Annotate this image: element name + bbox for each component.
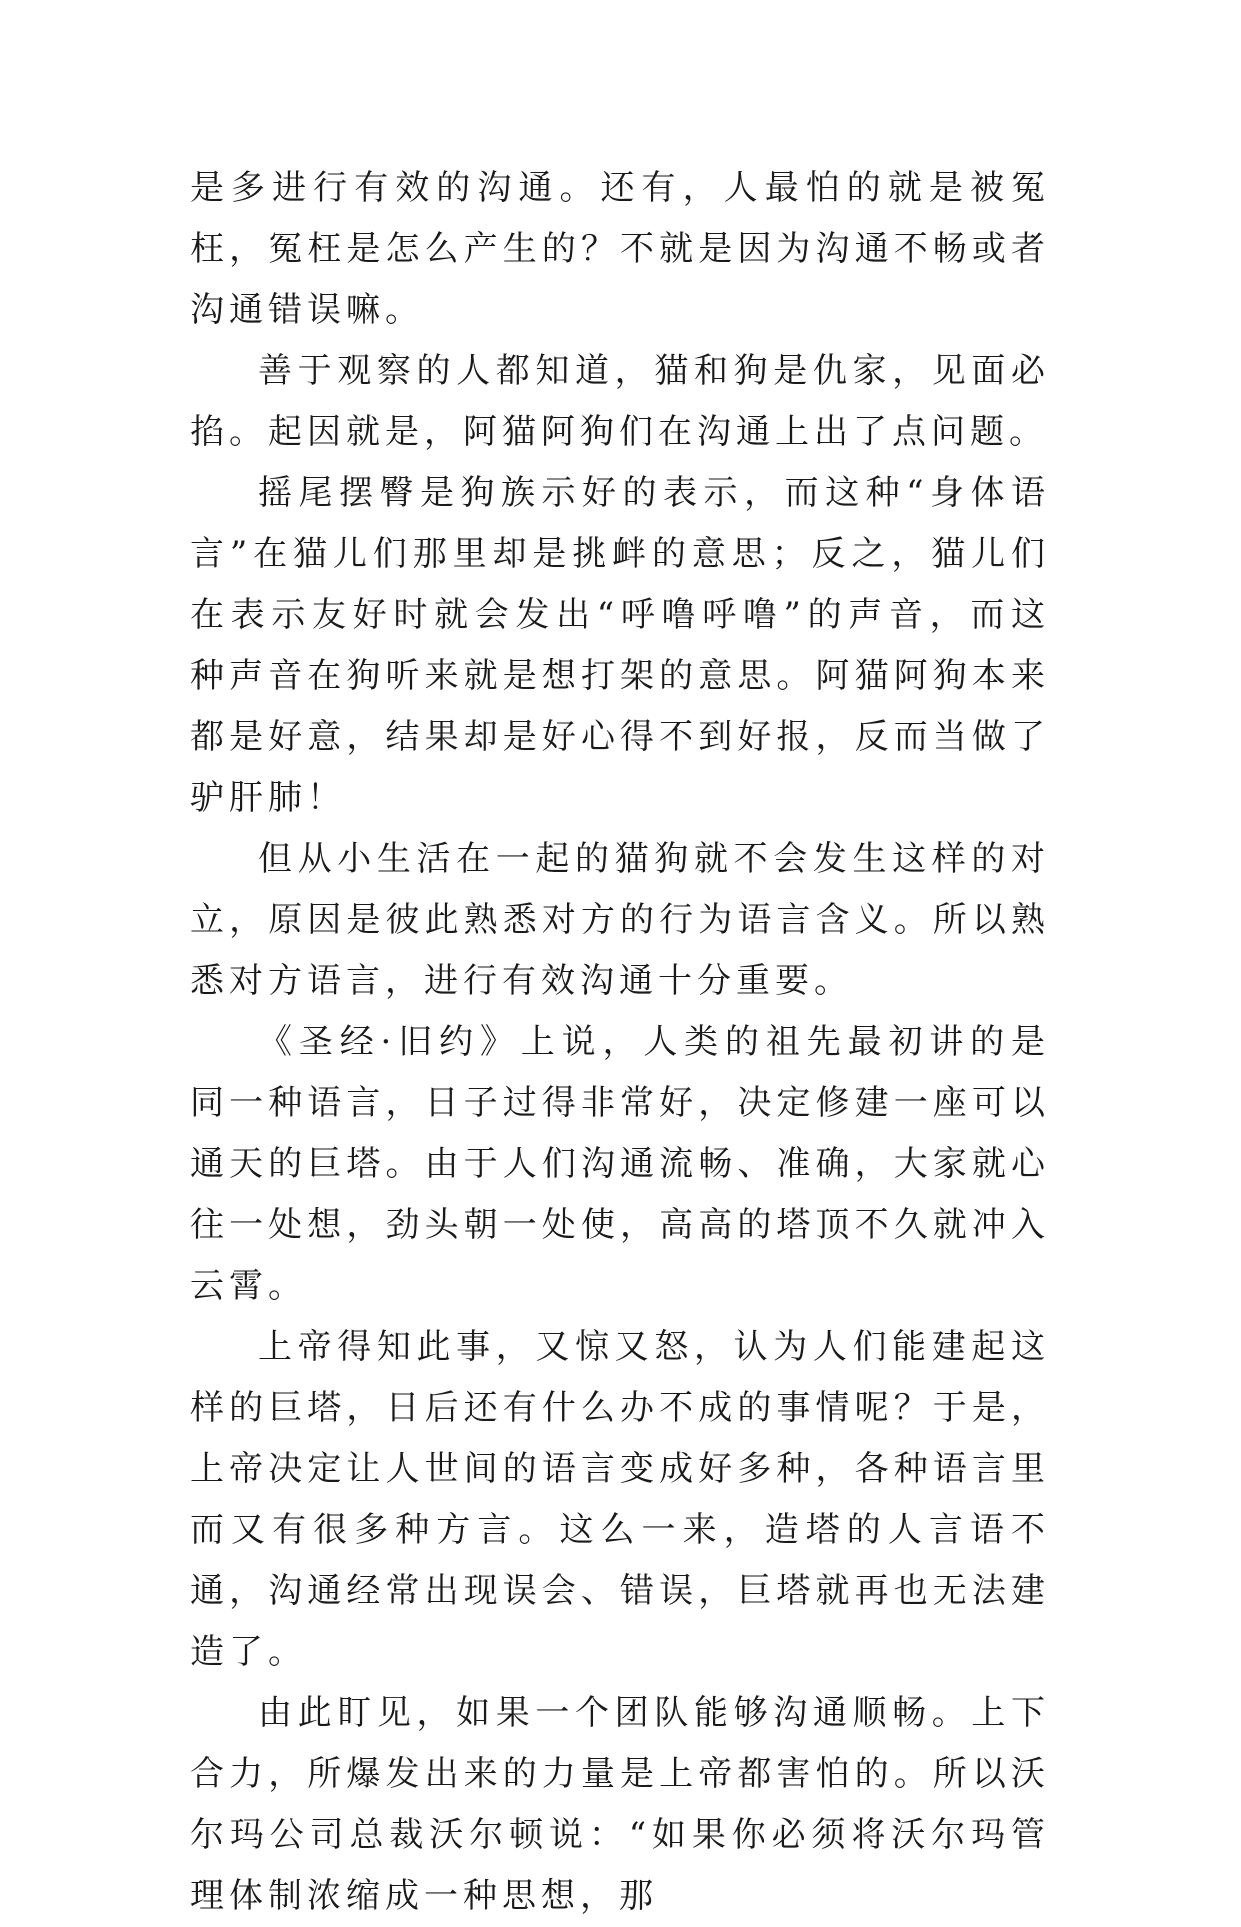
paragraph-5: 《圣经·旧约》上说，人类的祖先最初讲的是同一种语言，日子过得非常好，决定修建一座可以通天的巨塔。由于人们沟通流畅、准确，大家就心往一处想，劲头朝一处使，高高的塔顶不久就冲入云霄。	[190, 1022, 1050, 1306]
document-body	[190, 158, 1050, 1927]
paragraph-6: 上帝得知此事，又惊又怒，认为人们能建起这样的巨塔，日后还有什么办不成的事情呢？于是，上帝决定让人世间的语言变成好多种，各种语言里而又有很多种方言。这么一来，造塔的人言语不通，沟通经常出现误会、错误，巨塔就再也无法建造了。	[190, 1327, 1050, 1672]
paragraph-4: 但从小生活在一起的猫狗就不会发生这样的对立，原因是彼此熟悉对方的行为语言含义。所以熟悉对方语言，进行有效沟通十分重要。	[190, 839, 1050, 1001]
paragraph-3: 摇尾摆臀是狗族示好的表示，而这种“身体语言”在猫儿们那里却是挑衅的意思；反之，猫儿们在表示友好时就会发出“呼噜呼噜”的声音，而这种声音在狗听来就是想打架的意思。阿猫阿狗本来都是好意，结果却是好心得不到好报，反而当做了驴肝肺！	[190, 473, 1050, 818]
paragraph-7: 由此盯见，如果一个团队能够沟通顺畅。上下合力，所爆发出来的力量是上帝都害怕的。所以沃尔玛公司总裁沃尔顿说：“如果你必须将沃尔玛管理体制浓缩成一种思想，那	[190, 1693, 1050, 1916]
paragraph-1: 是多进行有效的沟通。还有，人最怕的就是被冤枉，冤枉是怎么产生的？不就是因为沟通不畅或者沟通错误嘛。	[190, 168, 1050, 330]
paragraph-2: 善于观察的人都知道，猫和狗是仇家，见面必掐。起因就是，阿猫阿狗们在沟通上出了点问题。	[190, 351, 1050, 452]
